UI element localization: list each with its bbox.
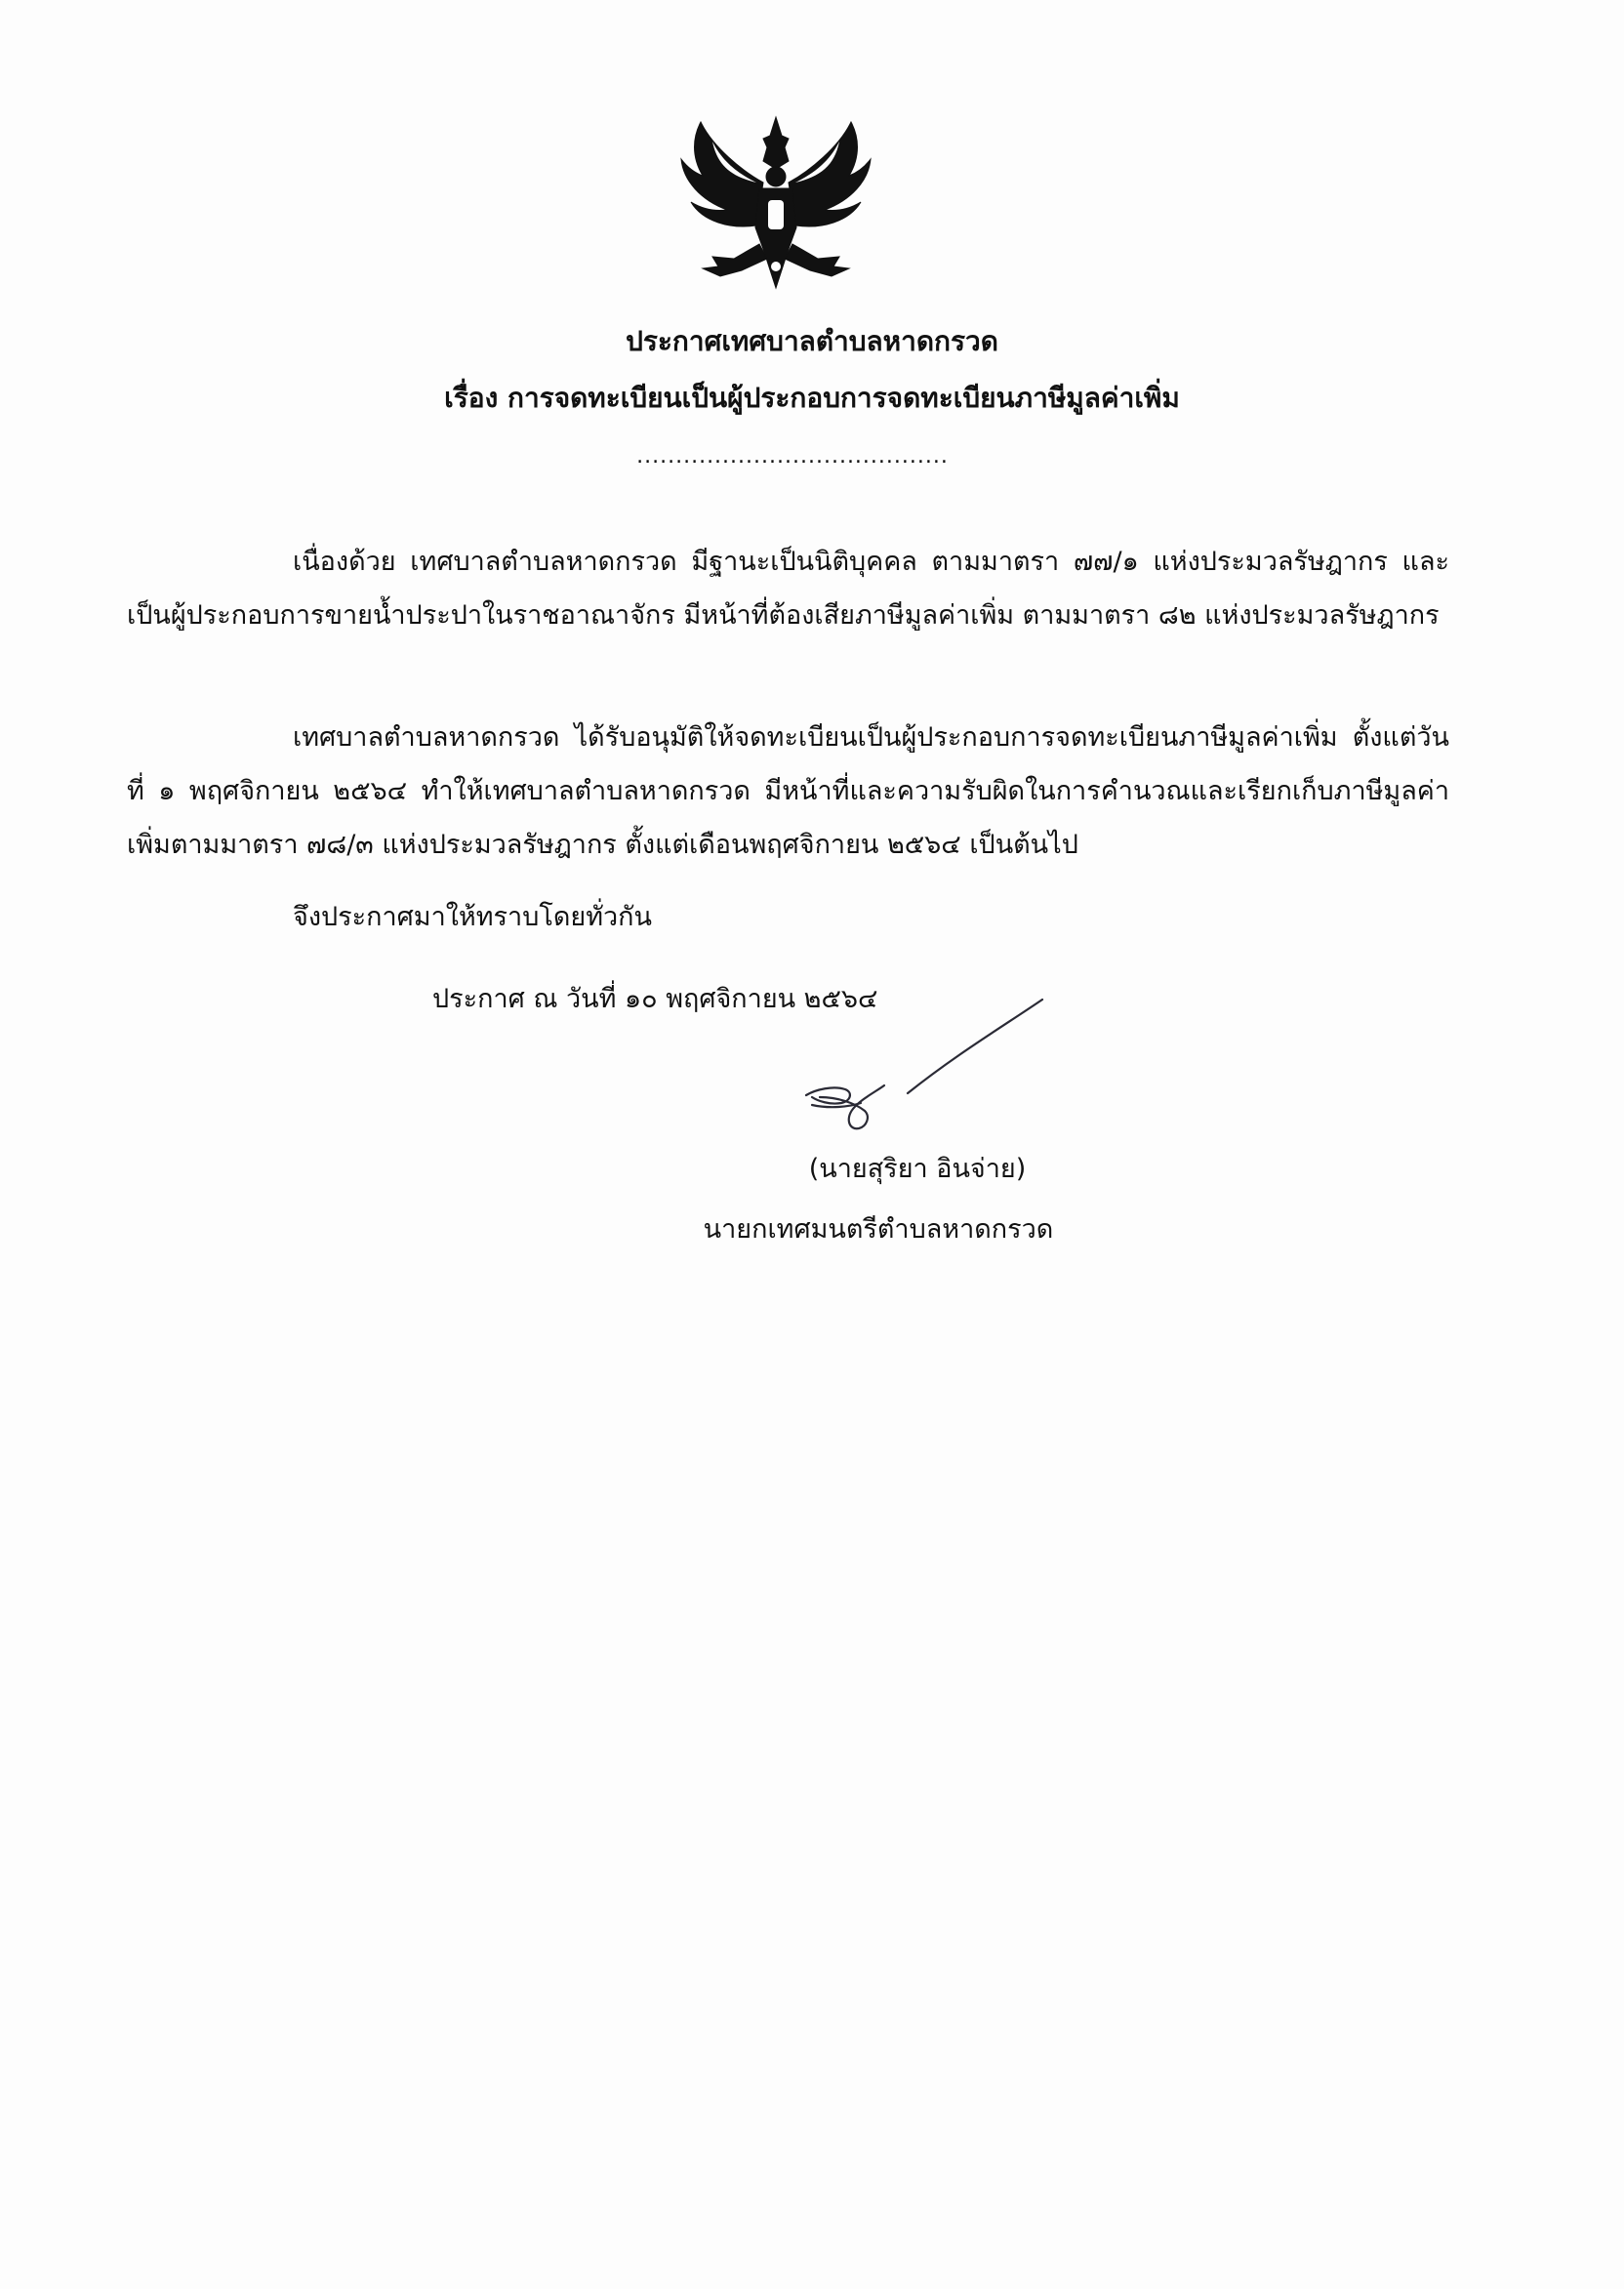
announcement-date: ประกาศ ณ วันที่ ๑๐ พฤศจิกายน ๒๕๖๔	[432, 984, 878, 1014]
subject-line: เรื่อง การจดทะเบียนเป็นผู้ประกอบการจดทะเบียนภาษีมูลค่าเพิ่ม	[444, 382, 1180, 414]
closing-statement: จึงประกาศมาให้ทราบโดยทั่วกัน	[293, 902, 652, 932]
page-title: ประกาศเทศบาลตำบลหาดกรวด	[626, 325, 998, 357]
dotted-separator: ........................................	[636, 444, 949, 469]
handwritten-signature	[791, 996, 1054, 1152]
body-paragraph-2: เทศบาลตำบลหาดกรวด ได้รับอนุมัติให้จดทะเบียนเป็นผู้ประกอบการจดทะเบียนภาษีมูลค่าเพิ่ม ตั้งแต่วันที่ ๑ พฤศจิกายน ๒๕๖๔ ทำให้เทศบาลตำบลหาดกรวด มีหน้าที่และความรับผิดในการคำนวณและเรียกเก็บภาษีมูลค่าเพิ่มตามมาตรา ๗๘/๓ แห่งประมวลรัษฎากร ตั้งแต่เดือนพฤศจิกายน ๒๕๖๔ เป็นต้นไป	[127, 722, 1449, 860]
signer-position: นายกเทศมนตรีตำบลหาดกรวด	[703, 1214, 1054, 1245]
signer-name: (นายสุริยา อินจ่าย)	[808, 1154, 1027, 1184]
garuda-emblem-icon	[673, 112, 878, 293]
body-paragraph-1: เนื่องด้วย เทศบาลตำบลหาดกรวด มีฐานะเป็นนิติบุคคล ตามมาตรา ๗๗/๑ แห่งประมวลรัษฎากร และเป็นผู้ประกอบการขายน้ำประปาในราชอาณาจักร มีหน้าที่ต้องเสียภาษีมูลค่าเพิ่ม ตามมาตรา ๘๒ แห่งประมวลรัษฎากร	[127, 547, 1449, 631]
